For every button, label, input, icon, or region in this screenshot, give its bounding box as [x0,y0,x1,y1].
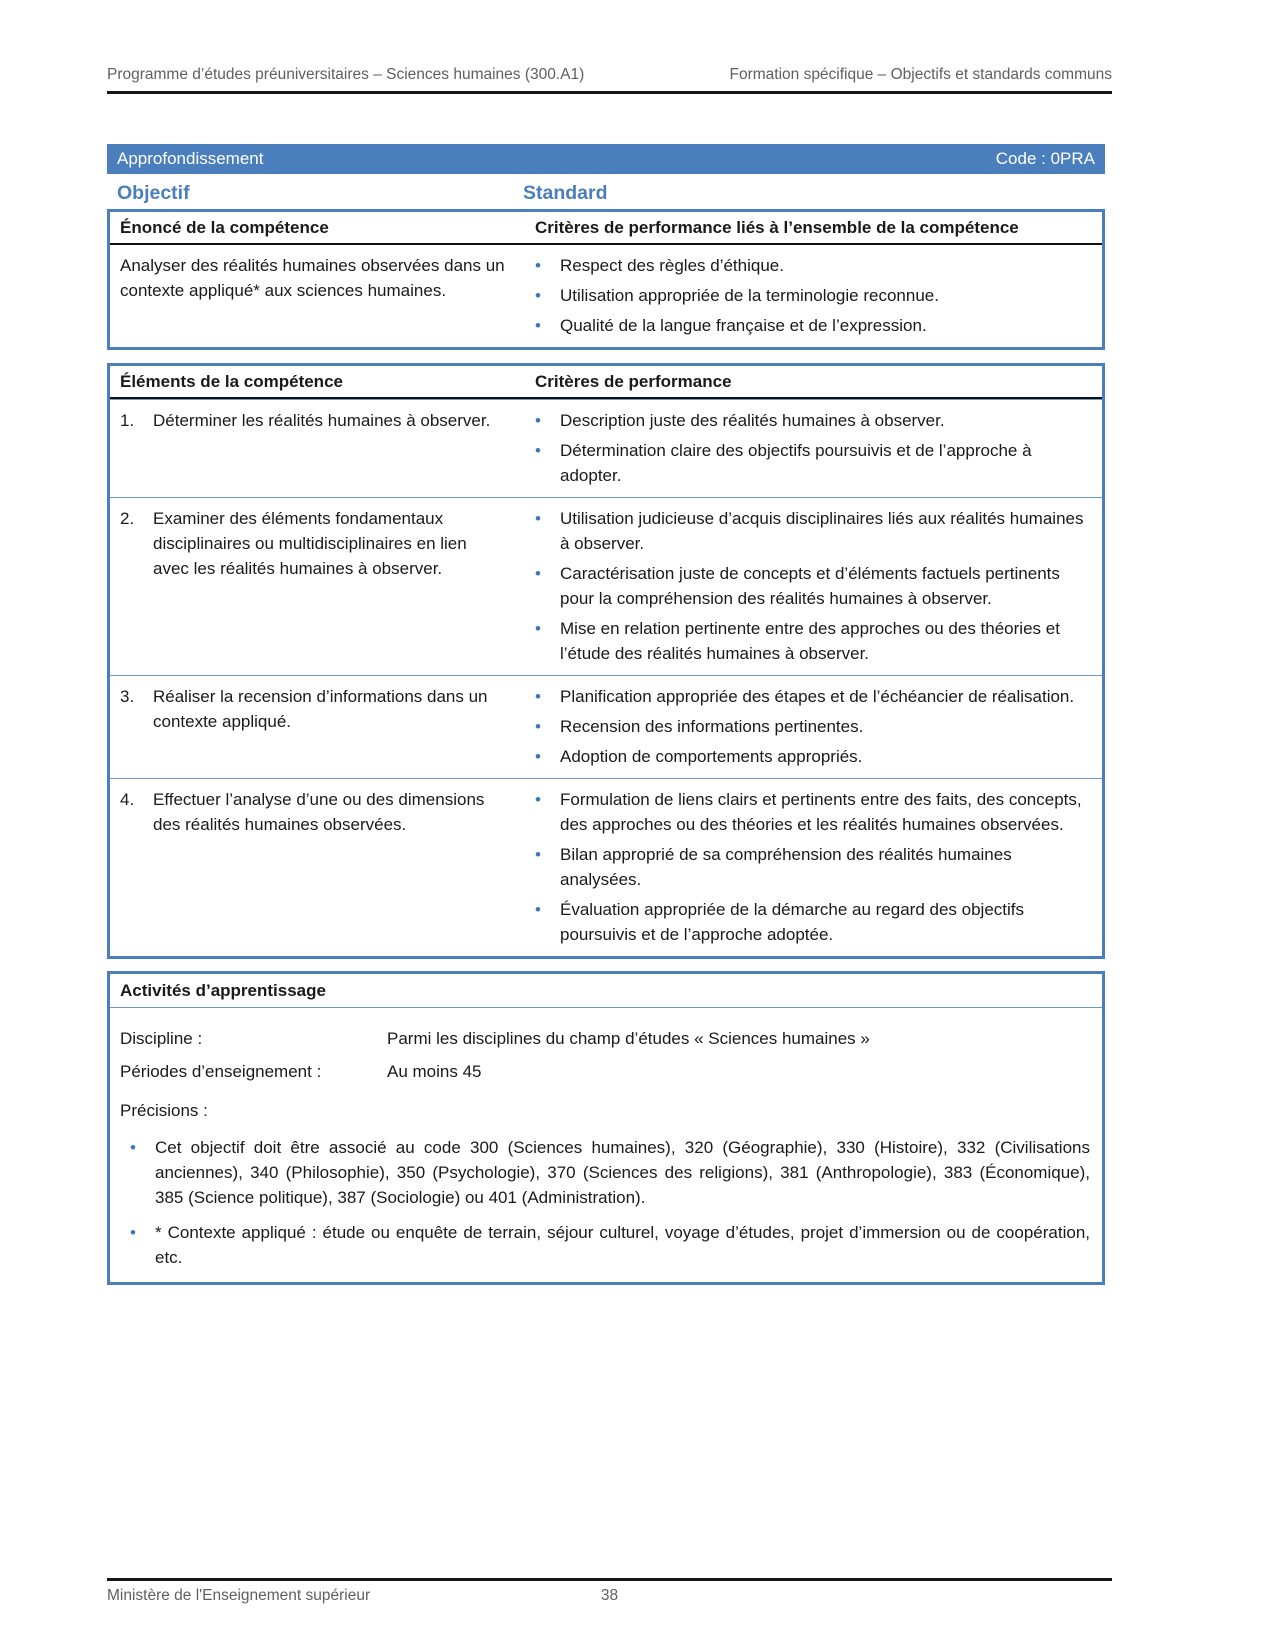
discipline-value: Parmi les disciplines du champ d’études « Sciences humaines » [387,1029,870,1048]
criteria-list [525,779,1102,956]
criterion-text: Recension des informations pertinentes. [560,717,864,736]
criterion-text: Qualité de la langue française et de l’expression. [560,316,927,335]
criterion-text: Mise en relation pertinente entre des approches ou des théories et l’étude des réalités humaines à observer. [560,619,1060,663]
table-row [110,675,1102,778]
banner-title: Approfondissement [117,149,264,168]
list-item [525,313,1092,338]
list-item [525,506,1092,556]
bullet-icon [118,1220,155,1270]
standard-title: Standard [523,182,608,204]
criterion-text: Bilan approprié de sa compréhension des réalités humaines analysées. [560,845,1012,889]
list-item [118,1220,1090,1270]
running-header [107,66,1112,94]
competence-left-header: Énoncé de la compétence [120,218,329,237]
element-cell [110,676,525,778]
page-content [107,144,1105,1285]
criterion-text: Adoption de comportements appropriés. [560,747,863,766]
bullet-icon [525,408,560,433]
header-right-text: Formation spécifique – Objectifs et standards communs [729,66,1112,83]
notes-list [118,1135,1090,1270]
list-item [525,714,1092,739]
element-text: Déterminer les réalités humaines à observer. [153,411,491,430]
note-text: Cet objectif doit être associé au code 300 (Sciences humaines), 320 (Géographie), 330 (Histoire), 332 (Civilisations anciennes), 340 (Philosophie), 350 (Psychologie), 370 (Sciences des religions), 381 (Anthropologie), 383 (Économique), 385 (Science politique), 387 (Sociologie) ou 401 (Administration). [155,1138,1090,1207]
elements-table-header [110,366,1102,399]
section-banner [107,144,1105,174]
list-item [525,253,1092,278]
element-text: Réaliser la recension d’informations dans un contexte appliqué. [153,687,488,731]
bullet-icon [525,897,560,947]
elements-left-header: Éléments de la compétence [120,372,343,391]
activities-header: Activités d’apprentissage [110,974,1102,1008]
criterion-text: Planification appropriée des étapes et de l’échéancier de réalisation. [560,687,1075,706]
list-item [525,897,1092,947]
criteria-list [525,400,1102,497]
discipline-row [118,1026,1090,1051]
bullet-icon [525,561,560,611]
bullet-icon [525,253,560,278]
table-row [110,399,1102,497]
elements-table [107,363,1105,959]
list-item [525,561,1092,611]
competence-table-header [110,212,1102,245]
competence-criteria-list [525,245,1102,347]
list-item [525,842,1092,892]
element-text: Examiner des éléments fondamentaux disciplinaires ou multidisciplinaires en lien avec les réalités humaines à observer. [153,509,467,578]
bullet-icon [525,787,560,837]
list-item [525,283,1092,308]
bullet-icon [525,616,560,666]
bullet-icon [525,744,560,769]
element-number: 4. [120,790,135,809]
criteria-list [525,676,1102,778]
page-number: 38 [600,1587,619,1604]
element-number: 1. [120,411,135,430]
list-item [118,1135,1090,1210]
element-number: 2. [120,509,135,528]
objectif-title: Objectif [117,182,190,204]
criterion-text: Utilisation appropriée de la terminologie reconnue. [560,286,939,305]
competence-statement: Analyser des réalités humaines observées dans un contexte appliqué* aux sciences humaines. [120,256,505,300]
bullet-icon [118,1135,155,1210]
competence-table [107,209,1105,350]
footer-left-text: Ministère de l'Enseignement supérieur [107,1587,371,1604]
bullet-icon [525,842,560,892]
activities-body [110,1008,1102,1282]
list-item [525,616,1092,666]
competence-right-header: Critères de performance liés à l’ensemble de la compétence [535,218,1019,237]
element-cell [110,779,525,956]
list-item [525,744,1092,769]
discipline-label: Discipline : [120,1029,203,1048]
element-cell [110,400,525,497]
criterion-text: Détermination claire des objectifs poursuivis et de l’approche à adopter. [560,441,1032,485]
bullet-icon [525,313,560,338]
competence-table-body [110,245,1102,347]
banner-code: Code : 0PRA [995,149,1095,168]
elements-right-header: Critères de performance [535,372,732,391]
precisions-label: Précisions : [120,1101,208,1120]
periods-value: Au moins 45 [387,1062,482,1081]
bullet-icon [525,283,560,308]
bullet-icon [525,438,560,488]
criteria-list [525,498,1102,675]
criterion-text: Formulation de liens clairs et pertinents entre des faits, des concepts, des approches ou des théories et les réalités humaines observées. [560,790,1082,834]
bullet-icon [525,506,560,556]
element-number: 3. [120,687,135,706]
element-text: Effectuer l’analyse d’une ou des dimensions des réalités humaines observées. [153,790,485,834]
running-footer [107,1578,1112,1605]
list-item [525,787,1092,837]
list-item [525,408,1092,433]
periods-label: Périodes d’enseignement : [120,1062,322,1081]
criterion-text: Description juste des réalités humaines à observer. [560,411,945,430]
list-item [525,684,1092,709]
activities-table [107,971,1105,1285]
periods-row [118,1059,1090,1084]
element-cell [110,498,525,675]
criterion-text: Utilisation judicieuse d’acquis disciplinaires liés aux réalités humaines à observer. [560,509,1084,553]
column-titles [107,179,1105,209]
header-left-text: Programme d’études préuniversitaires – Sciences humaines (300.A1) [107,66,585,83]
table-row [110,778,1102,956]
note-text: * Contexte appliqué : étude ou enquête de terrain, séjour culturel, voyage d’études, projet d’immersion ou de coopération, etc. [155,1223,1090,1267]
table-row [110,497,1102,675]
criterion-text: Évaluation appropriée de la démarche au regard des objectifs poursuivis et de l’approche adoptée. [560,900,1025,944]
bullet-icon [525,714,560,739]
list-item [525,438,1092,488]
criterion-text: Caractérisation juste de concepts et d’éléments factuels pertinents pour la compréhension des réalités humaines à observer. [560,564,1060,608]
bullet-icon [525,684,560,709]
criterion-text: Respect des règles d’éthique. [560,256,784,275]
